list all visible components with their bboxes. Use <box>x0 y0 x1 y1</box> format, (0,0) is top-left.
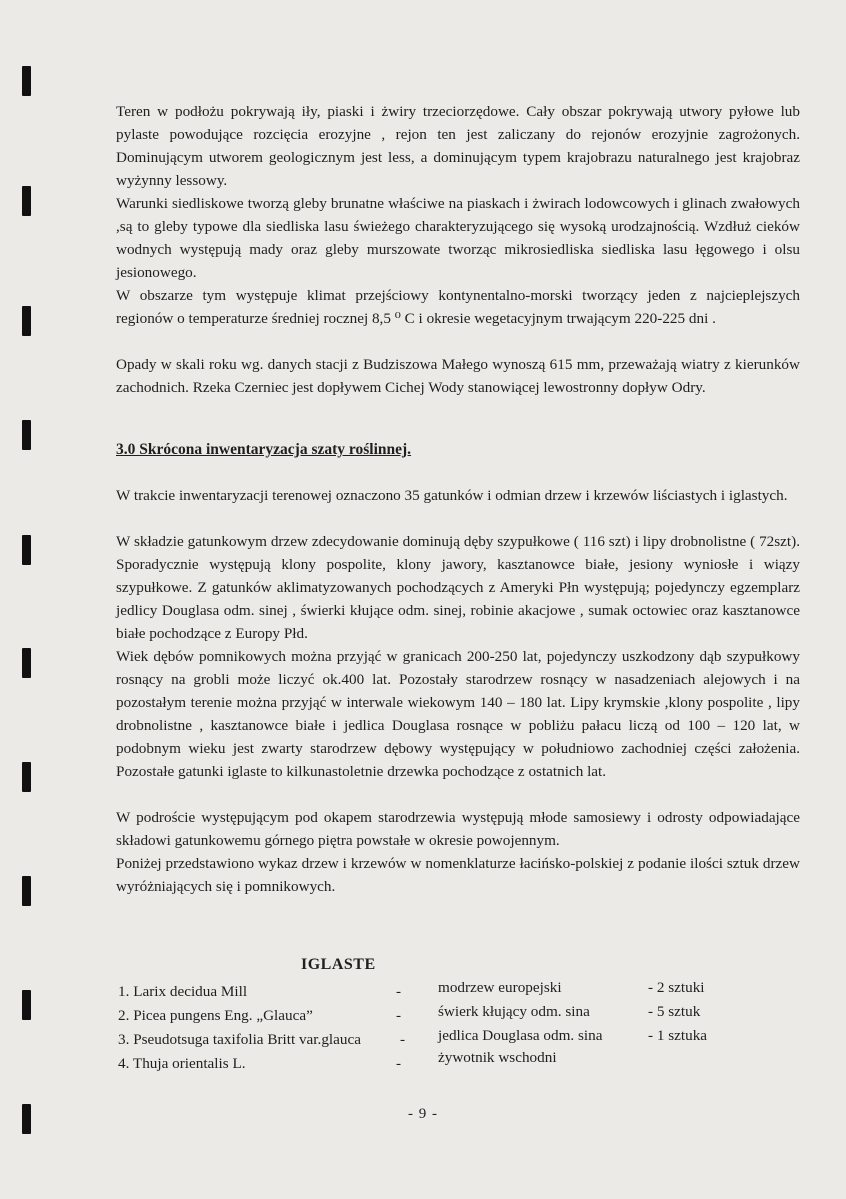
paragraph-composition: W składzie gatunkowym drzew zdecydowanie dominują dęby szypułkowe ( 116 szt) i lipy drobnolistne ( 72szt). Sporadycznie występują klony pospolite, klony jawory, kasztanowce białe, jesiony wyniosłe i wiązy szypułkowe. Z gatunków aklimatyzowanych pochodzących z Ameryki Płn występują; pojedynczy egzemplarz jedlicy Douglasa odm. sinej , świerki kłujące odm. sinej, robinie akacjowe , sumak octowiec oraz kasztanowce białe pochodzące z Europy Płd. <box>116 533 800 642</box>
binder-mark <box>22 66 31 96</box>
binder-mark <box>22 306 31 336</box>
species-row <box>0 1049 846 1079</box>
paragraph-climate: W obszarze tym występuje klimat przejściowy kontynentalno-morski tworzący jeden z najcieplejszych regionów o temperaturze średniej rocznej 8,5 ⁰ C i okresie wegetacyjnym trwającym 220-225 dni . <box>116 287 800 327</box>
binder-mark <box>22 535 31 565</box>
paragraph-rainfall: Opady w skali roku wg. danych stacji z Budziszowa Małego wynoszą 615 mm, przeważają wiatry z kierunków zachodnich. Rzeka Czerniec jest dopływem Cichej Wody stanowiącej lewostronny dopływ Odry. <box>116 356 800 396</box>
species-dash: - <box>396 983 402 1000</box>
paragraph-inventory: W trakcie inwentaryzacji terenowej oznaczono 35 gatunków i odmian drzew i krzewów liściastych i iglastych. <box>116 487 788 504</box>
species-row <box>0 1003 846 1031</box>
paragraph-list-intro: Poniżej przedstawiono wykaz drzew i krzewów w nomenklaturze łacińsko-polskiej z podanie ilości sztuk drzew wyróżniających się i pomnikowych. <box>116 855 800 895</box>
table-title: IGLASTE <box>301 956 376 973</box>
paragraph-geology: Teren w podłożu pokrywają iły, piaski i żwiry trzeciorzędowe. Cały obszar pokrywają utwory pyłowe lub pylaste powodujące rozcięcia erozyjne , rejon ten jest zaliczany do rejonów erozyjnie zagrożonych. Dominującym utworem geologicznym jest less, a dominującym typem krajobrazu naturalnego jest krajobraz wyżynny lessowy. <box>116 103 800 189</box>
species-row <box>0 979 846 1007</box>
species-latin: 2. Picea pungens Eng. „Glauca” <box>118 1007 313 1024</box>
binder-mark <box>22 420 31 450</box>
species-count: - 1 sztuka <box>648 1027 708 1044</box>
species-count: - 5 sztuk <box>648 1003 701 1020</box>
binder-mark <box>22 762 31 792</box>
species-polish: żywotnik wschodni <box>438 1049 557 1066</box>
paragraph-undergrowth: W podroście występującym pod okapem starodrzewia występują młode samosiewy i odrosty odpowiadające składowi gatunkowemu górnego piętra powstałe w okresie powojennym. <box>116 809 800 849</box>
paragraph-tree-age: Wiek dębów pomnikowych można przyjąć w granicach 200-250 lat, pojedynczy uszkodzony dąb szypułkowy rosnący na grobli może liczyć ok.400 lat. Pozostały starodrzew rosnący w nasadzeniach alejowych i na pozostałym terenie można przyjąć w interwale wiekowym 140 – 180 lat. Lipy krymskie ,klony pospolite , lipy drobnolistne , kasztanowce białe i jedlica Douglasa rosnące w pobliżu pałacu liczą od 100 – 120 lat, w podobnym wieku jest zwarty starodrzew dębowy występujący w południowo zachodniej części założenia. Pozostałe gatunki iglaste to kilkunastoletnie drzewka pochodzące z ostatnich lat. <box>116 648 800 780</box>
binder-mark <box>22 648 31 678</box>
species-polish: świerk kłujący odm. sina <box>438 1003 590 1020</box>
binder-mark <box>22 186 31 216</box>
species-polish: modrzew europejski <box>438 979 562 996</box>
species-latin: 3. Pseudotsuga taxifolia Britt var.glauca <box>118 1031 361 1048</box>
species-count: - 2 sztuki <box>648 979 705 996</box>
page-number: - 9 - <box>408 1106 438 1122</box>
species-latin: 1. Larix decidua Mill <box>118 983 248 1000</box>
binder-mark <box>22 876 31 906</box>
species-dash: - <box>396 1055 402 1072</box>
species-latin: 4. Thuja orientalis L. <box>118 1055 246 1072</box>
species-dash: - <box>396 1007 402 1024</box>
species-dash: - <box>400 1031 406 1048</box>
species-row <box>0 1027 846 1055</box>
paragraph-soils: Warunki siedliskowe tworzą gleby brunatne właściwe na piaskach i żwirach lodowcowych i glinach zwałowych ,są to gleby typowe dla siedliska lasu świeżego charakteryzującego się wysoką urodzajnością. Wzdłuż cieków wodnych występują mady oraz gleby murszowate tworząc mikrosiedliska siedliska lasu łęgowego i olsu jesionowego. <box>116 195 800 281</box>
section-heading: 3.0 Skrócona inwentaryzacja szaty roślinnej. <box>116 441 412 458</box>
species-polish: jedlica Douglasa odm. sina <box>438 1027 603 1044</box>
